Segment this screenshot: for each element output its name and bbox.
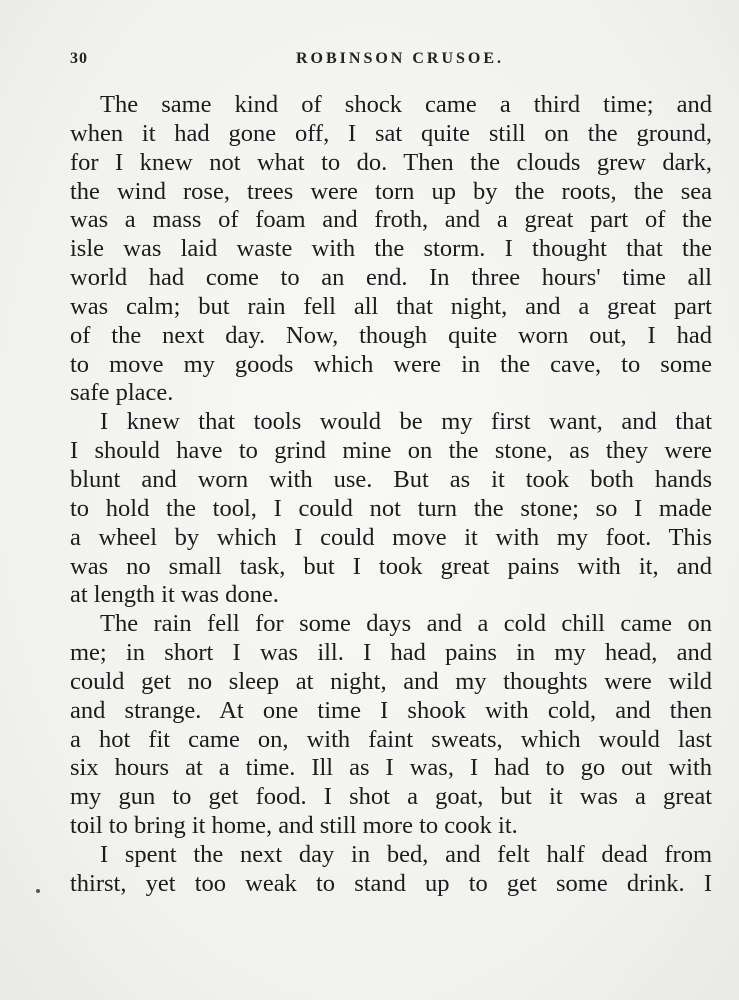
text-line: The same kind of shock came a third time; and (100, 91, 712, 118)
text-line: was no small task, but I took great pains with it, and (70, 552, 712, 580)
text-body (70, 91, 712, 899)
text-line: and strange. At one time I shook with cold, and then (70, 696, 712, 724)
text-line: to hold the tool, I could not turn the stone; so I made (70, 494, 712, 522)
running-head (70, 50, 720, 74)
ink-speck (36, 889, 40, 893)
text-line: when it had gone off, I sat quite still on the ground, (70, 119, 712, 147)
text-line: blunt and worn with use. But as it took both hands (70, 465, 712, 493)
text-line: six hours at a time. Ill as I was, I had to go out with (70, 754, 712, 782)
text-line: at length it was done. (70, 581, 279, 609)
text-line: safe place. (70, 379, 174, 407)
text-line: to move my goods which were in the cave, to some (70, 350, 712, 378)
book-title: ROBINSON CRUSOE. (295, 50, 505, 67)
text-line: world had come to an end. In three hours' time all (70, 264, 712, 292)
text-line: I should have to grind mine on the stone, as they were (70, 437, 712, 465)
text-line: of the next day. Now, though quite worn out, I had (70, 321, 712, 349)
text-line: could get no sleep at night, and my thoughts were wild (70, 667, 712, 695)
text-line: was calm; but rain fell all that night, and a great part (70, 292, 712, 320)
text-line: me; in short I was ill. I had pains in my head, and (70, 639, 712, 667)
text-line: the wind rose, trees were torn up by the roots, the sea (70, 177, 712, 205)
paragraph (70, 610, 712, 841)
text-line: isle was laid waste with the storm. I thought that the (70, 235, 712, 263)
text-line: for I knew not what to do. Then the clouds grew dark, (70, 148, 712, 176)
text-line: The rain fell for some days and a cold chill came on (100, 610, 712, 638)
text-line: was a mass of foam and froth, and a great part of the (70, 206, 712, 234)
paragraph (70, 841, 712, 899)
text-line: a wheel by which I could move it with my foot. This (70, 523, 712, 551)
text-line: I spent the next day in bed, and felt half dead from (100, 840, 712, 868)
paragraph (70, 91, 712, 408)
paragraph (70, 408, 712, 610)
text-line: my gun to get food. I shot a goat, but it was a great (70, 783, 712, 811)
text-line: toil to bring it home, and still more to cook it. (70, 812, 518, 840)
text-line: I knew that tools would be my first want, and that (100, 408, 712, 436)
text-line: a hot fit came on, with faint sweats, which would last (70, 725, 712, 753)
text-line: thirst, yet too weak to stand up to get some drink. I (70, 869, 712, 897)
page-number: 30 (70, 50, 88, 67)
